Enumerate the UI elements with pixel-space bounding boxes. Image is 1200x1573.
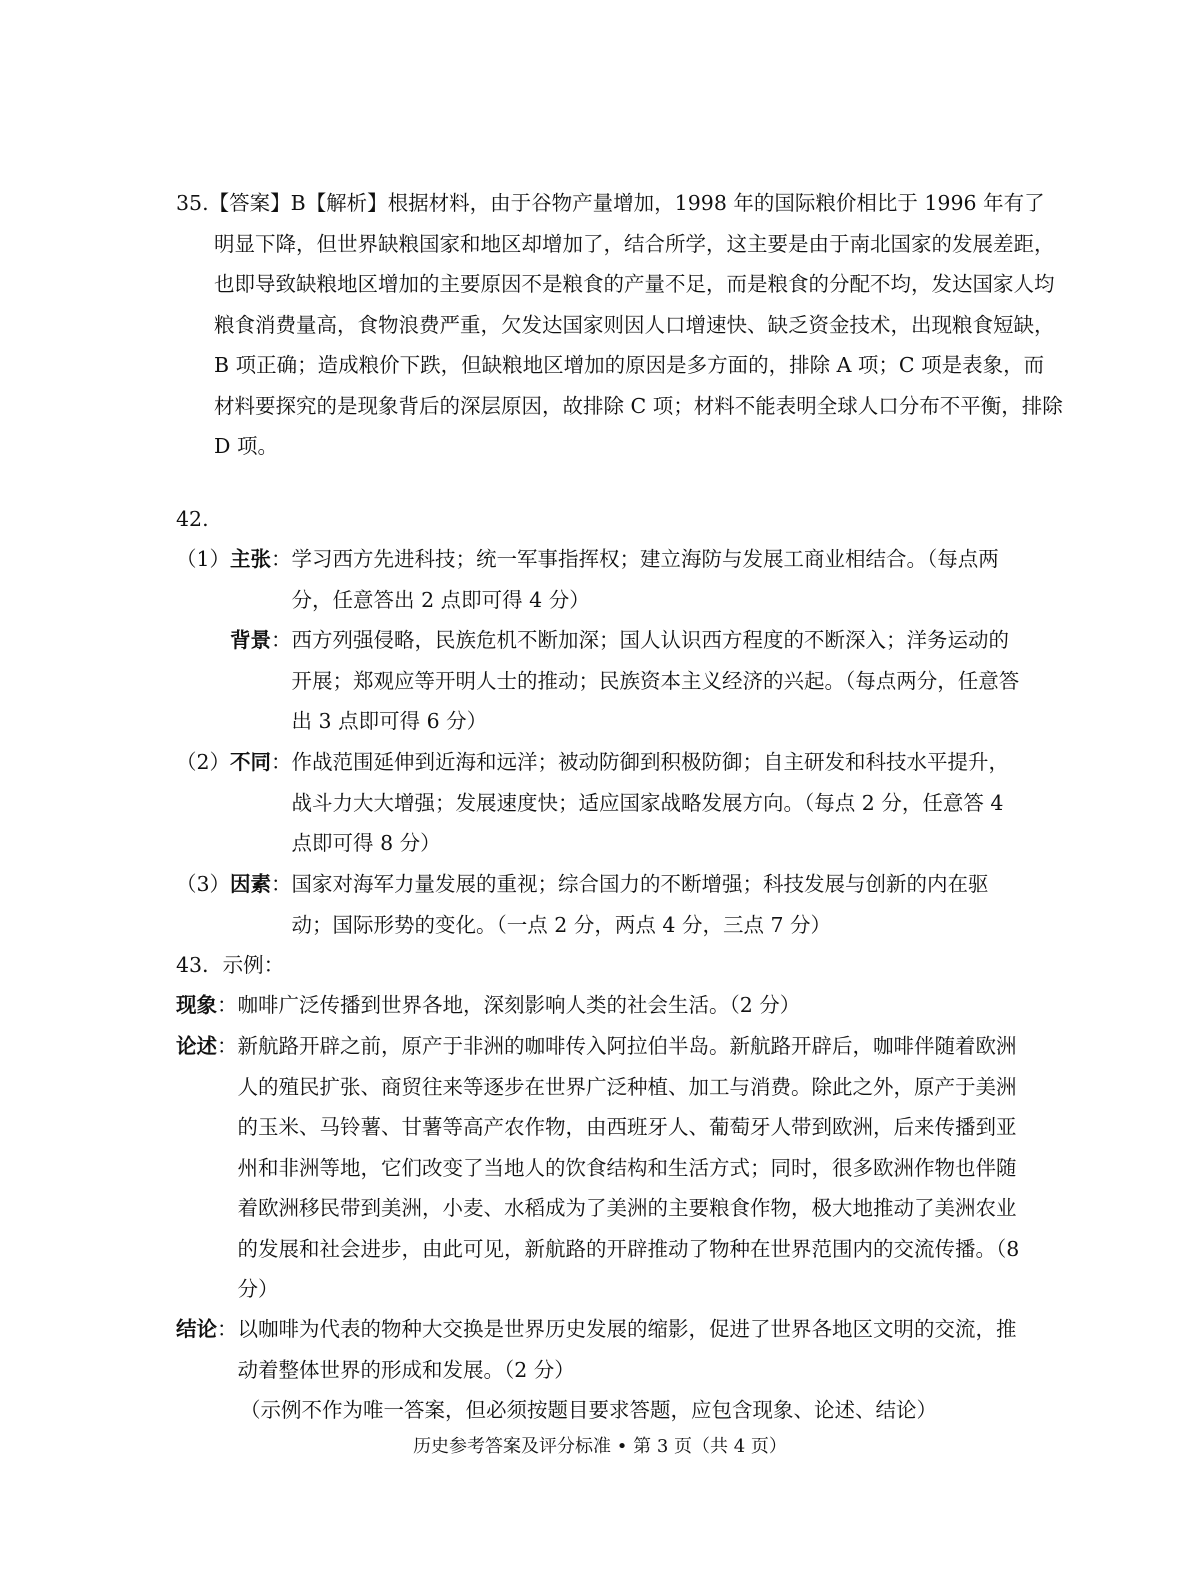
q42-difference-label: 不同 — [230, 750, 272, 774]
colon-mark: ： — [271, 872, 292, 896]
q35-block — [176, 183, 1064, 467]
colon-mark: ： — [271, 547, 292, 571]
q43-argument-text: 新航路开辟之前，原产于非洲的咖啡传入阿拉伯半岛。新航路开辟后，咖啡伴随着欧洲人的殖民扩张、商贸往来等逐步在世界广泛种植、加工与消费。除此之外，原产于美洲的玉米、马铃薯、甘薯等高产农作物，由西班牙人、葡萄牙人带到欧洲，后来传播到亚州和非洲等地，它们改变了当地人的饮食结构和生活方式；同时，很多欧洲作物也伴随着欧洲移民带到美洲，小麦、水稻成为了美洲的主要粮食作物，极大地推动了美洲农业的发展和社会进步，由此可见，新航路的开辟推动了物种在世界范围内的交流传播。（8 分） — [237, 1034, 1020, 1301]
q43-phenomenon-label: 现象 — [176, 993, 217, 1017]
q43-conclusion-label: 结论 — [176, 1317, 217, 1341]
q42-part3-index: （3） — [176, 872, 231, 896]
q42-number: 42. — [176, 507, 209, 531]
q43-number: 43．示例： — [176, 953, 285, 977]
q42-claim-text: 学习西方先进科技；统一军事指挥权；建立海防与发展工商业相结合。（每点两分，任意答出 2 点即可得 4 分） — [291, 547, 999, 612]
q43-argument — [176, 1026, 1026, 1310]
q42-part1-background — [176, 620, 1026, 742]
colon-mark: ： — [217, 1034, 238, 1058]
q35-answer: B — [290, 191, 306, 215]
q35-number: 35. — [176, 191, 209, 215]
colon-mark: ： — [217, 1317, 238, 1341]
q42-part1-claim — [176, 539, 1026, 620]
q43-argument-label: 论述 — [176, 1034, 217, 1058]
q43-conclusion — [176, 1309, 1026, 1390]
q35-analysis-text: 根据材料，由于谷物产量增加，1998 年的国际粮价相比于 1996 年有了明显下降，但世界缺粮国家和地区却增加了，结合所学，这主要是由于南北国家的发展差距，也即导致缺粮地区增加的主要原因不是粮食的产量不足，而是粮食的分配不均，发达国家人均粮食消费量高，食物浪费严重，欠发达国家则因人口增速快、缺乏资金技术，出现粮食短缺，B 项正确；造成粮价下跌，但缺粮地区增加的原因是多方面的，排除 A 项；C 项是表象，而材料要探究的是现象背后的深层原因，故排除 C 项；材料不能表明全球人口分布不平衡，排除 D 项。 — [214, 191, 1063, 458]
q42-background-label: 背景 — [230, 628, 271, 652]
q35-analysis-tag: 【解析】 — [305, 191, 388, 215]
q42-part1-index: （1） — [176, 547, 231, 571]
q43-conclusion-text: 以咖啡为代表的物种大交换是世界历史发展的缩影，促进了世界各地区文明的交流，推动着整体世界的形成和发展。（2 分） — [237, 1317, 1017, 1382]
q42-claim-label: 主张 — [230, 547, 272, 571]
q42-background-text: 西方列强侵略，民族危机不断加深；国人认识西方程度的不断深入；洋务运动的开展；郑观应等开明人士的推动；民族资本主义经济的兴起。（每点两分，任意答出 3 点即可得 6 分） — [291, 628, 1020, 733]
q42-factors-text: 国家对海军力量发展的重视；综合国力的不断增强；科技发展与创新的内在驱动；国际形势的变化。（一点 2 分，两点 4 分，三点 7 分） — [291, 872, 989, 937]
colon-mark: ： — [217, 993, 238, 1017]
q35-answer-tag: 【答案】 — [208, 191, 291, 215]
q43-phenomenon — [176, 985, 1026, 1026]
colon-mark: ： — [271, 628, 292, 652]
q42-difference-text: 作战范围延伸到近海和远洋；被动防御到积极防御；自主研发和科技水平提升，战斗力大大增强；发展速度快；适应国家战略发展方向。（每点 2 分，任意答 4 点即可得 8 分） — [291, 750, 1010, 855]
q42-part2 — [176, 742, 1026, 864]
q43-phenomenon-text: 咖啡广泛传播到世界各地，深刻影响人类的社会生活。（2 分） — [237, 993, 801, 1017]
colon-mark: ： — [271, 750, 292, 774]
q42-factors-label: 因素 — [230, 872, 272, 896]
q43-note: （示例不作为唯一答案，但必须按题目要求答题，应包含现象、论述、结论） — [240, 1398, 937, 1422]
q42-part2-index: （2） — [176, 750, 231, 774]
q42-part3 — [176, 864, 1026, 945]
page-footer: 历史参考答案及评分标准 • 第 3 页（共 4 页） — [413, 1436, 787, 1457]
